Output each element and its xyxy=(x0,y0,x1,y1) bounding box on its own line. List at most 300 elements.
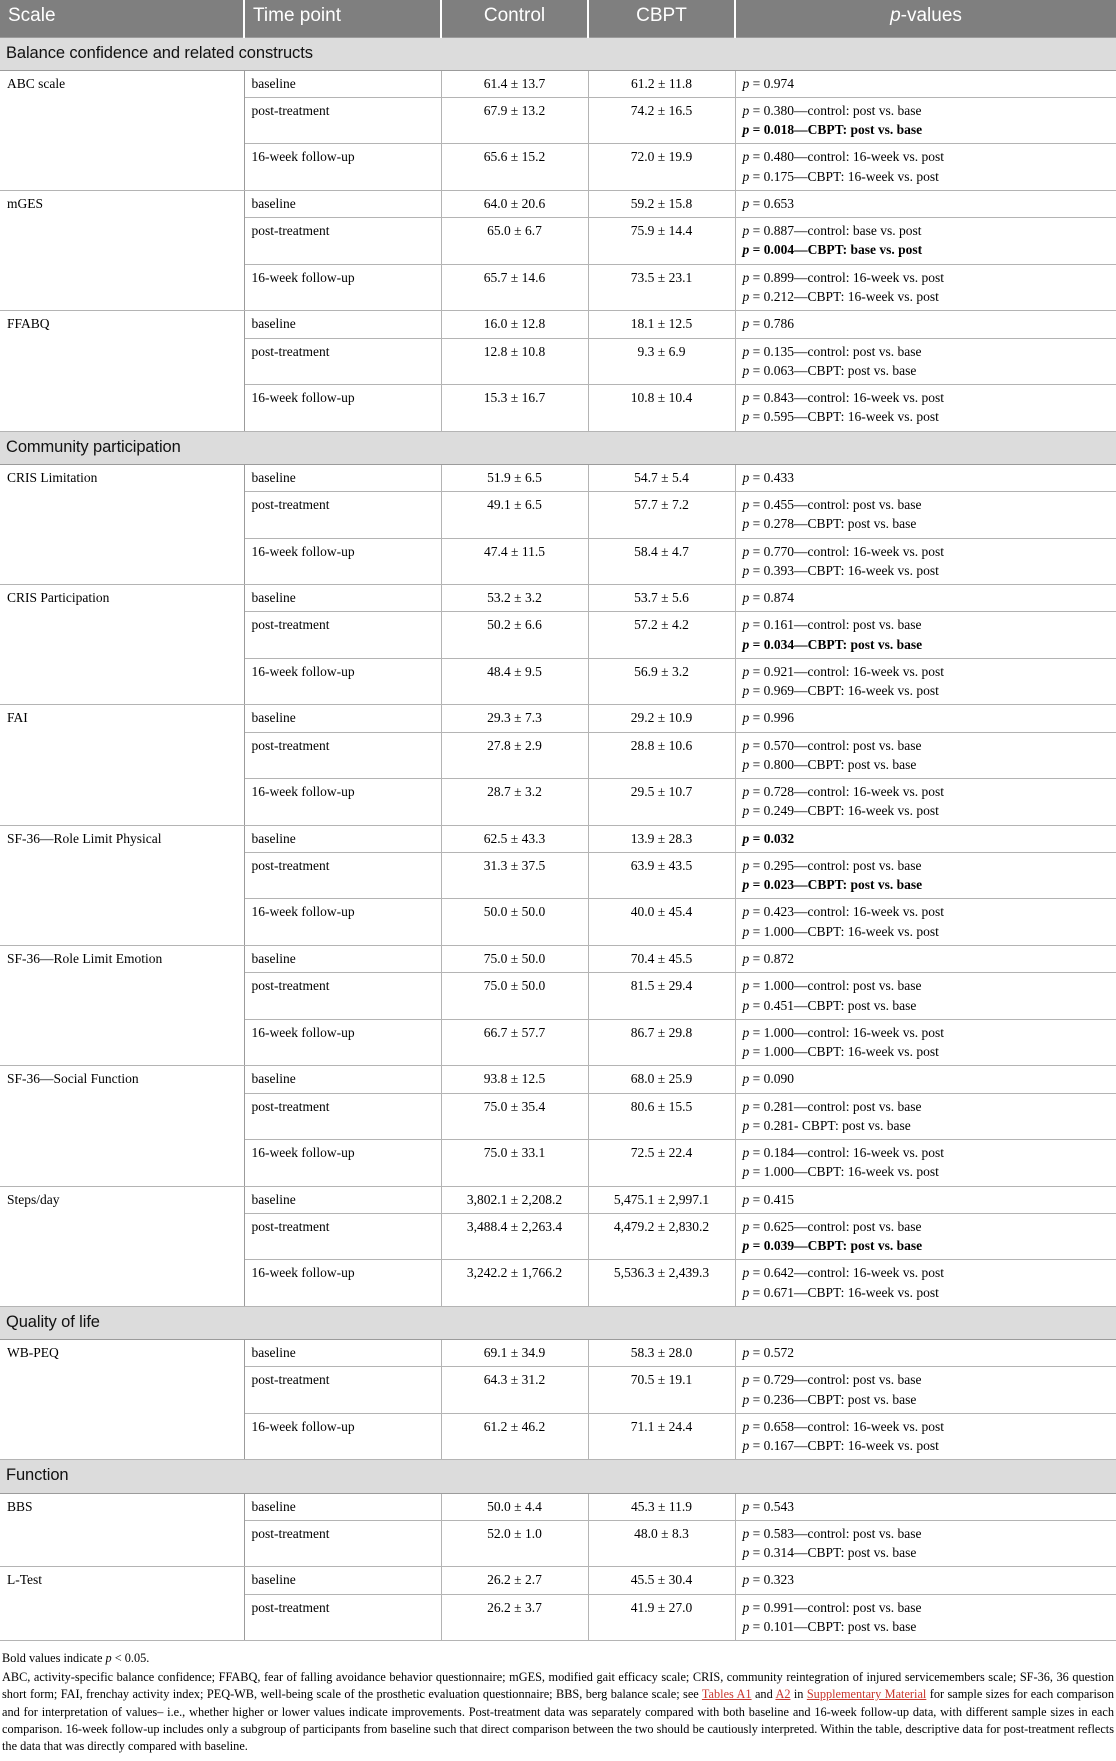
p-value-line: p = 0.236—CBPT: post vs. base xyxy=(742,1391,917,1407)
cbpt-value-cell: 63.9 ± 43.5 xyxy=(588,852,735,899)
section-header-row xyxy=(0,431,1116,464)
p-symbol: p xyxy=(742,1372,750,1388)
p-symbol: p xyxy=(742,562,750,578)
p-values-cell xyxy=(735,1019,1116,1066)
abbrev-part-1: ABC, activity-specific balance confidence; FFABQ, fear of falling avoidance behavior questionnaire; mGES, modified gait efficacy scale; CRIS, community reintegration of injured servicemembers scale; SF-36, 36 question short form; FAI, frenchay activity index; PEQ-WB, well-being scale of the prosthetic evaluation questionnaire; BBS, berg balance scale; see xyxy=(2,1669,1114,1702)
p-value-line: p = 0.184—control: 16-week vs. post xyxy=(742,1145,944,1161)
cbpt-value-cell: 40.0 ± 45.4 xyxy=(588,899,735,946)
control-value-cell: 50.2 ± 6.6 xyxy=(441,612,588,659)
p-symbol: p xyxy=(742,737,750,753)
control-value-cell: 69.1 ± 34.9 xyxy=(441,1340,588,1367)
p-symbol: p xyxy=(742,1218,750,1234)
scale-cell: CRIS Limitation xyxy=(0,464,244,584)
p-symbol: p xyxy=(742,1284,750,1300)
table-row xyxy=(0,190,1116,217)
p-value-line: p = 0.455—control: post vs. base xyxy=(742,496,922,512)
p-value-line: p = 0.415 xyxy=(742,1191,794,1207)
time-point-cell: post-treatment xyxy=(244,1520,441,1567)
time-point-cell: baseline xyxy=(244,1493,441,1520)
p-symbol: p xyxy=(742,784,750,800)
p-value-line: p = 0.671—CBPT: 16-week vs. post xyxy=(742,1284,939,1300)
control-value-cell: 15.3 ± 16.7 xyxy=(441,385,588,432)
p-value-line: p = 0.786 xyxy=(742,316,794,332)
p-symbol: p xyxy=(742,923,750,939)
p-symbol: p xyxy=(742,362,750,378)
p-symbol: p xyxy=(742,590,750,606)
cbpt-value-cell: 70.5 ± 19.1 xyxy=(588,1367,735,1414)
time-point-cell: baseline xyxy=(244,825,441,852)
scale-cell: SF-36—Role Limit Emotion xyxy=(0,946,244,1066)
table-header xyxy=(0,0,1116,37)
p-symbol: p xyxy=(742,1618,750,1634)
p-value-line: p = 0.921—control: 16-week vs. post xyxy=(742,663,944,679)
p-values-cell xyxy=(735,464,1116,491)
p-symbol: p xyxy=(742,516,750,532)
time-point-cell: baseline xyxy=(244,190,441,217)
p-symbol: p xyxy=(742,1572,750,1588)
table-row xyxy=(0,705,1116,732)
p-value-line: p = 0.887—control: base vs. post xyxy=(742,223,922,239)
p-values-cell xyxy=(735,1140,1116,1187)
cbpt-value-cell: 68.0 ± 25.9 xyxy=(588,1066,735,1093)
scale-cell: Steps/day xyxy=(0,1186,244,1306)
time-point-cell: 16-week follow-up xyxy=(244,538,441,585)
p-value-line: p = 1.000—control: post vs. base xyxy=(742,978,922,994)
cbpt-value-cell: 57.7 ± 7.2 xyxy=(588,491,735,538)
column-header-time-point: Time point xyxy=(244,0,441,37)
p-symbol: p xyxy=(742,1071,750,1087)
p-value-line: p = 0.281- CBPT: post vs. base xyxy=(742,1117,911,1133)
table-row xyxy=(0,70,1116,97)
time-point-cell: 16-week follow-up xyxy=(244,1260,441,1307)
p-value-line: p = 0.874 xyxy=(742,590,794,606)
cbpt-value-cell: 4,479.2 ± 2,830.2 xyxy=(588,1213,735,1260)
cbpt-value-cell: 70.4 ± 45.5 xyxy=(588,946,735,973)
control-value-cell: 26.2 ± 3.7 xyxy=(441,1594,588,1641)
cbpt-value-cell: 81.5 ± 29.4 xyxy=(588,973,735,1020)
cbpt-value-cell: 86.7 ± 29.8 xyxy=(588,1019,735,1066)
p-symbol: p xyxy=(742,409,750,425)
control-value-cell: 75.0 ± 35.4 xyxy=(441,1093,588,1140)
time-point-cell: post-treatment xyxy=(244,1367,441,1414)
table-row xyxy=(0,1186,1116,1213)
p-values-cell xyxy=(735,732,1116,779)
p-symbol: p xyxy=(742,1438,750,1454)
control-value-cell: 61.4 ± 13.7 xyxy=(441,70,588,97)
time-point-cell: baseline xyxy=(244,70,441,97)
time-point-cell: 16-week follow-up xyxy=(244,144,441,191)
control-value-cell: 66.7 ± 57.7 xyxy=(441,1019,588,1066)
p-values-cell xyxy=(735,144,1116,191)
control-value-cell: 75.0 ± 50.0 xyxy=(441,946,588,973)
time-point-cell: baseline xyxy=(244,1567,441,1594)
p-values-cell xyxy=(735,1594,1116,1641)
p-values-cell xyxy=(735,1213,1116,1260)
control-value-cell: 29.3 ± 7.3 xyxy=(441,705,588,732)
p-value-line: p = 0.800—CBPT: post vs. base xyxy=(742,756,917,772)
section-header-row xyxy=(0,37,1116,70)
p-value-line: p = 0.969—CBPT: 16-week vs. post xyxy=(742,683,939,699)
scale-cell: SF-36—Role Limit Physical xyxy=(0,825,244,945)
table-row xyxy=(0,1493,1116,1520)
p-values-cell xyxy=(735,338,1116,385)
control-value-cell: 64.0 ± 20.6 xyxy=(441,190,588,217)
p-values-cell xyxy=(735,311,1116,338)
p-values-cell xyxy=(735,946,1116,973)
time-point-cell: 16-week follow-up xyxy=(244,658,441,705)
p-value-line: p = 0.480—control: 16-week vs. post xyxy=(742,149,944,165)
p-symbol: p xyxy=(742,997,750,1013)
section-title: Balance confidence and related constructs xyxy=(0,37,1116,70)
time-point-cell: post-treatment xyxy=(244,612,441,659)
p-values-cell xyxy=(735,585,1116,612)
cbpt-value-cell: 73.5 ± 23.1 xyxy=(588,264,735,311)
p-values-cell xyxy=(735,218,1116,265)
p-values-cell xyxy=(735,491,1116,538)
p-value-line: p = 0.034—CBPT: post vs. base xyxy=(742,636,923,652)
bold-note-prefix: Bold values indicate xyxy=(2,1651,106,1666)
p-value-line: p = 0.063—CBPT: post vs. base xyxy=(742,362,917,378)
p-symbol: p xyxy=(742,102,750,118)
p-value-line: p = 0.323 xyxy=(742,1572,794,1588)
p-symbol: p xyxy=(742,1345,750,1361)
control-value-cell: 65.6 ± 15.2 xyxy=(441,144,588,191)
p-symbol: p xyxy=(742,951,750,967)
p-value-line: p = 0.653 xyxy=(742,195,794,211)
control-value-cell: 75.0 ± 33.1 xyxy=(441,1140,588,1187)
p-symbol: p xyxy=(742,904,750,920)
p-symbol: p xyxy=(742,1117,750,1133)
control-value-cell: 3,488.4 ± 2,263.4 xyxy=(441,1213,588,1260)
p-values-cell xyxy=(735,190,1116,217)
p-symbol: p xyxy=(742,683,750,699)
p-value-line: p = 0.167—CBPT: 16-week vs. post xyxy=(742,1438,939,1454)
footnotes xyxy=(0,1641,1116,1761)
cbpt-value-cell: 72.0 ± 19.9 xyxy=(588,144,735,191)
control-value-cell: 48.4 ± 9.5 xyxy=(441,658,588,705)
scale-cell: WB-PEQ xyxy=(0,1340,244,1460)
p-value-line: p = 1.000—CBPT: 16-week vs. post xyxy=(742,1044,939,1060)
control-value-cell: 51.9 ± 6.5 xyxy=(441,464,588,491)
p-symbol: p xyxy=(742,1545,750,1561)
time-point-cell: 16-week follow-up xyxy=(244,1019,441,1066)
control-value-cell: 75.0 ± 50.0 xyxy=(441,973,588,1020)
table-body xyxy=(0,37,1116,1641)
p-symbol: p xyxy=(742,1044,750,1060)
p-suffix: -values xyxy=(900,5,962,27)
p-values-cell xyxy=(735,899,1116,946)
p-symbol: p xyxy=(742,316,750,332)
p-values-cell xyxy=(735,264,1116,311)
p-value-line: p = 0.380—control: post vs. base xyxy=(742,102,922,118)
cbpt-value-cell: 74.2 ± 16.5 xyxy=(588,97,735,144)
control-value-cell: 50.0 ± 4.4 xyxy=(441,1493,588,1520)
p-value-line: p = 0.032 xyxy=(742,830,795,846)
p-value-line: p = 0.595—CBPT: 16-week vs. post xyxy=(742,409,939,425)
p-value-line: p = 0.991—control: post vs. base xyxy=(742,1599,922,1615)
p-symbol: p xyxy=(742,242,750,258)
p-values-cell xyxy=(735,1367,1116,1414)
p-value-line: p = 0.393—CBPT: 16-week vs. post xyxy=(742,562,939,578)
p-symbol: p xyxy=(742,1525,750,1541)
table-row xyxy=(0,311,1116,338)
scale-cell: FAI xyxy=(0,705,244,825)
cbpt-value-cell: 5,536.3 ± 2,439.3 xyxy=(588,1260,735,1307)
p-value-line: p = 1.000—control: 16-week vs. post xyxy=(742,1024,944,1040)
p-symbol: p xyxy=(742,496,750,512)
p-value-line: p = 0.314—CBPT: post vs. base xyxy=(742,1545,917,1561)
p-values-cell xyxy=(735,612,1116,659)
cbpt-value-cell: 29.2 ± 10.9 xyxy=(588,705,735,732)
p-value-line: p = 0.583—control: post vs. base xyxy=(742,1525,922,1541)
p-value-line: p = 0.023—CBPT: post vs. base xyxy=(742,877,923,893)
scale-cell: L-Test xyxy=(0,1567,244,1641)
p-symbol: p xyxy=(742,269,750,285)
p-value-line: p = 0.039—CBPT: post vs. base xyxy=(742,1238,923,1254)
p-value-line: p = 0.974 xyxy=(742,75,794,91)
time-point-cell: post-treatment xyxy=(244,973,441,1020)
p-symbol: p xyxy=(742,1191,750,1207)
p-value-line: p = 0.843—control: 16-week vs. post xyxy=(742,390,944,406)
scale-cell: SF-36—Social Function xyxy=(0,1066,244,1186)
time-point-cell: baseline xyxy=(244,705,441,732)
control-value-cell: 50.0 ± 50.0 xyxy=(441,899,588,946)
p-symbol: p xyxy=(742,857,750,873)
p-symbol: p xyxy=(742,223,750,239)
time-point-cell: 16-week follow-up xyxy=(244,899,441,946)
bold-note-suffix: < 0.05. xyxy=(111,1651,150,1666)
cbpt-value-cell: 53.7 ± 5.6 xyxy=(588,585,735,612)
control-value-cell: 53.2 ± 3.2 xyxy=(441,585,588,612)
p-symbol: p xyxy=(742,543,750,559)
section-title: Function xyxy=(0,1460,1116,1493)
p-symbol: p xyxy=(742,1418,750,1434)
time-point-cell: 16-week follow-up xyxy=(244,779,441,826)
cbpt-value-cell: 29.5 ± 10.7 xyxy=(588,779,735,826)
control-value-cell: 28.7 ± 3.2 xyxy=(441,779,588,826)
control-value-cell: 27.8 ± 2.9 xyxy=(441,732,588,779)
link-supplementary-material[interactable]: Supplementary Material xyxy=(806,1687,927,1702)
cbpt-value-cell: 57.2 ± 4.2 xyxy=(588,612,735,659)
p-values-cell xyxy=(735,1093,1116,1140)
cbpt-value-cell: 75.9 ± 14.4 xyxy=(588,218,735,265)
p-values-cell xyxy=(735,1493,1116,1520)
p-value-line: p = 0.872 xyxy=(742,951,794,967)
column-header-scale: Scale xyxy=(0,0,244,37)
p-value-line: p = 0.996 xyxy=(742,710,794,726)
time-point-cell: baseline xyxy=(244,1186,441,1213)
abbrev-part-2: for sample sizes for each comparison and for interpretation of values– i.e., whether higher or lower values indicate improvements. Post-treatment data was separately compared with both baseline and 16-week follow-up data, with different sample sizes in each comparison. 16-week follow-up includes only a subgroup of participants from baseline such that direct comparison between the two should be cautiously interpreted. Within the table, descriptive data for post-treatment reflects the data that was directly compared with baseline. xyxy=(2,1687,1114,1754)
cbpt-value-cell: 58.4 ± 4.7 xyxy=(588,538,735,585)
control-value-cell: 62.5 ± 43.3 xyxy=(441,825,588,852)
time-point-cell: baseline xyxy=(244,585,441,612)
control-value-cell: 64.3 ± 31.2 xyxy=(441,1367,588,1414)
p-values-cell xyxy=(735,705,1116,732)
p-value-line: p = 0.433 xyxy=(742,469,794,485)
p-symbol: p xyxy=(742,195,750,211)
link-a2[interactable]: A2 xyxy=(775,1687,791,1702)
scale-cell: ABC scale xyxy=(0,70,244,190)
cbpt-value-cell: 45.5 ± 30.4 xyxy=(588,1567,735,1594)
time-point-cell: 16-week follow-up xyxy=(244,1413,441,1460)
p-value-line: p = 0.018—CBPT: post vs. base xyxy=(742,122,923,138)
control-value-cell: 3,802.1 ± 2,208.2 xyxy=(441,1186,588,1213)
p-value-line: p = 0.004—CBPT: base vs. post xyxy=(742,242,923,258)
control-value-cell: 16.0 ± 12.8 xyxy=(441,311,588,338)
time-point-cell: baseline xyxy=(244,946,441,973)
table-row xyxy=(0,1567,1116,1594)
p-symbol: p xyxy=(742,636,750,652)
p-value-line: p = 0.281—control: post vs. base xyxy=(742,1098,922,1114)
p-symbol: p xyxy=(742,978,750,994)
p-symbol: p xyxy=(742,710,750,726)
control-value-cell: 67.9 ± 13.2 xyxy=(441,97,588,144)
p-values-cell xyxy=(735,825,1116,852)
cbpt-value-cell: 56.9 ± 3.2 xyxy=(588,658,735,705)
cbpt-value-cell: 41.9 ± 27.0 xyxy=(588,1594,735,1641)
p-value-line: p = 0.570—control: post vs. base xyxy=(742,737,922,753)
time-point-cell: post-treatment xyxy=(244,491,441,538)
cbpt-value-cell: 54.7 ± 5.4 xyxy=(588,464,735,491)
table-row xyxy=(0,585,1116,612)
p-symbol: p xyxy=(742,877,750,893)
section-title: Community participation xyxy=(0,431,1116,464)
p-value-line: p = 1.000—CBPT: 16-week vs. post xyxy=(742,923,939,939)
p-symbol: p xyxy=(742,289,750,304)
p-value-line: p = 0.161—control: post vs. base xyxy=(742,617,922,633)
cbpt-value-cell: 71.1 ± 24.4 xyxy=(588,1413,735,1460)
p-symbol: p xyxy=(742,1024,750,1040)
p-value-line: p = 0.212—CBPT: 16-week vs. post xyxy=(742,289,939,304)
p-italic: p xyxy=(890,5,901,27)
p-values-cell xyxy=(735,1413,1116,1460)
section-header-row xyxy=(0,1307,1116,1340)
cbpt-value-cell: 45.3 ± 11.9 xyxy=(588,1493,735,1520)
p-value-line: p = 0.625—control: post vs. base xyxy=(742,1218,922,1234)
p-value-line: p = 0.451—CBPT: post vs. base xyxy=(742,997,917,1013)
control-value-cell: 52.0 ± 1.0 xyxy=(441,1520,588,1567)
p-symbol: p xyxy=(742,1238,750,1254)
control-value-cell: 3,242.2 ± 1,766.2 xyxy=(441,1260,588,1307)
p-values-cell xyxy=(735,1260,1116,1307)
cbpt-value-cell: 59.2 ± 15.8 xyxy=(588,190,735,217)
time-point-cell: 16-week follow-up xyxy=(244,264,441,311)
cbpt-value-cell: 61.2 ± 11.8 xyxy=(588,70,735,97)
p-symbol: p xyxy=(742,1145,750,1161)
p-symbol: p xyxy=(742,1098,750,1114)
table-row xyxy=(0,825,1116,852)
p-symbol: p xyxy=(742,617,750,633)
p-values-cell xyxy=(735,538,1116,585)
cbpt-value-cell: 28.8 ± 10.6 xyxy=(588,732,735,779)
time-point-cell: baseline xyxy=(244,464,441,491)
p-value-line: p = 0.543 xyxy=(742,1498,794,1514)
p-value-line: p = 0.175—CBPT: 16-week vs. post xyxy=(742,168,939,184)
scale-cell: BBS xyxy=(0,1493,244,1567)
cbpt-value-cell: 72.5 ± 22.4 xyxy=(588,1140,735,1187)
p-value-line: p = 0.642—control: 16-week vs. post xyxy=(742,1265,944,1281)
cbpt-value-cell: 80.6 ± 15.5 xyxy=(588,1093,735,1140)
p-symbol: p xyxy=(742,1265,750,1281)
p-value-line: p = 0.899—control: 16-week vs. post xyxy=(742,269,944,285)
p-value-line: p = 0.295—control: post vs. base xyxy=(742,857,922,873)
time-point-cell: post-treatment xyxy=(244,338,441,385)
p-values-cell xyxy=(735,97,1116,144)
p-value-line: p = 0.423—control: 16-week vs. post xyxy=(742,904,944,920)
time-point-cell: baseline xyxy=(244,311,441,338)
time-point-cell: post-treatment xyxy=(244,1213,441,1260)
link-tables-a1[interactable]: Tables A1 xyxy=(701,1687,752,1702)
time-point-cell: baseline xyxy=(244,1066,441,1093)
scale-cell: CRIS Participation xyxy=(0,585,244,705)
cbpt-value-cell: 18.1 ± 12.5 xyxy=(588,311,735,338)
p-symbol: p xyxy=(742,1599,750,1615)
control-value-cell: 26.2 ± 2.7 xyxy=(441,1567,588,1594)
cbpt-value-cell: 13.9 ± 28.3 xyxy=(588,825,735,852)
footnote-abbreviations xyxy=(2,1669,1114,1756)
bold-note-p: p xyxy=(105,1651,112,1666)
p-value-line: p = 1.000—CBPT: 16-week vs. post xyxy=(742,1164,939,1180)
p-value-line: p = 0.770—control: 16-week vs. post xyxy=(742,543,944,559)
section-title: Quality of life xyxy=(0,1307,1116,1340)
column-header-cbpt: CBPT xyxy=(588,0,735,37)
p-value-line: p = 0.090 xyxy=(742,1071,794,1087)
p-symbol: p xyxy=(742,756,750,772)
abbrev-in: in xyxy=(790,1687,807,1702)
cbpt-value-cell: 48.0 ± 8.3 xyxy=(588,1520,735,1567)
p-value-line: p = 0.249—CBPT: 16-week vs. post xyxy=(742,803,939,819)
p-value-line: p = 0.278—CBPT: post vs. base xyxy=(742,516,917,532)
control-value-cell: 31.3 ± 37.5 xyxy=(441,852,588,899)
time-point-cell: 16-week follow-up xyxy=(244,1140,441,1187)
table-row xyxy=(0,1340,1116,1367)
p-symbol: p xyxy=(742,75,750,91)
time-point-cell: post-treatment xyxy=(244,218,441,265)
control-value-cell: 93.8 ± 12.5 xyxy=(441,1066,588,1093)
p-value-line: p = 0.572 xyxy=(742,1345,794,1361)
p-value-line: p = 0.729—control: post vs. base xyxy=(742,1372,922,1388)
control-value-cell: 61.2 ± 46.2 xyxy=(441,1413,588,1460)
p-values-cell xyxy=(735,852,1116,899)
p-values-cell xyxy=(735,1066,1116,1093)
scale-cell: mGES xyxy=(0,190,244,310)
control-value-cell: 65.0 ± 6.7 xyxy=(441,218,588,265)
scale-cell: FFABQ xyxy=(0,311,244,431)
table-row xyxy=(0,946,1116,973)
cbpt-value-cell: 10.8 ± 10.4 xyxy=(588,385,735,432)
p-symbol: p xyxy=(742,122,750,138)
time-point-cell: post-treatment xyxy=(244,1594,441,1641)
abbrev-and: and xyxy=(751,1687,776,1702)
time-point-cell: post-treatment xyxy=(244,732,441,779)
cbpt-value-cell: 9.3 ± 6.9 xyxy=(588,338,735,385)
p-values-cell xyxy=(735,1520,1116,1567)
p-symbol: p xyxy=(742,168,750,184)
p-symbol: p xyxy=(742,663,750,679)
control-value-cell: 12.8 ± 10.8 xyxy=(441,338,588,385)
section-header-row xyxy=(0,1460,1116,1493)
p-symbol: p xyxy=(742,390,750,406)
p-symbol: p xyxy=(742,803,750,819)
p-symbol: p xyxy=(742,149,750,165)
p-value-line: p = 0.658—control: 16-week vs. post xyxy=(742,1418,944,1434)
time-point-cell: post-treatment xyxy=(244,852,441,899)
p-value-line: p = 0.101—CBPT: post vs. base xyxy=(742,1618,917,1634)
control-value-cell: 65.7 ± 14.6 xyxy=(441,264,588,311)
footnote-bold-values xyxy=(2,1650,1114,1667)
p-values-cell xyxy=(735,779,1116,826)
table-row xyxy=(0,1066,1116,1093)
